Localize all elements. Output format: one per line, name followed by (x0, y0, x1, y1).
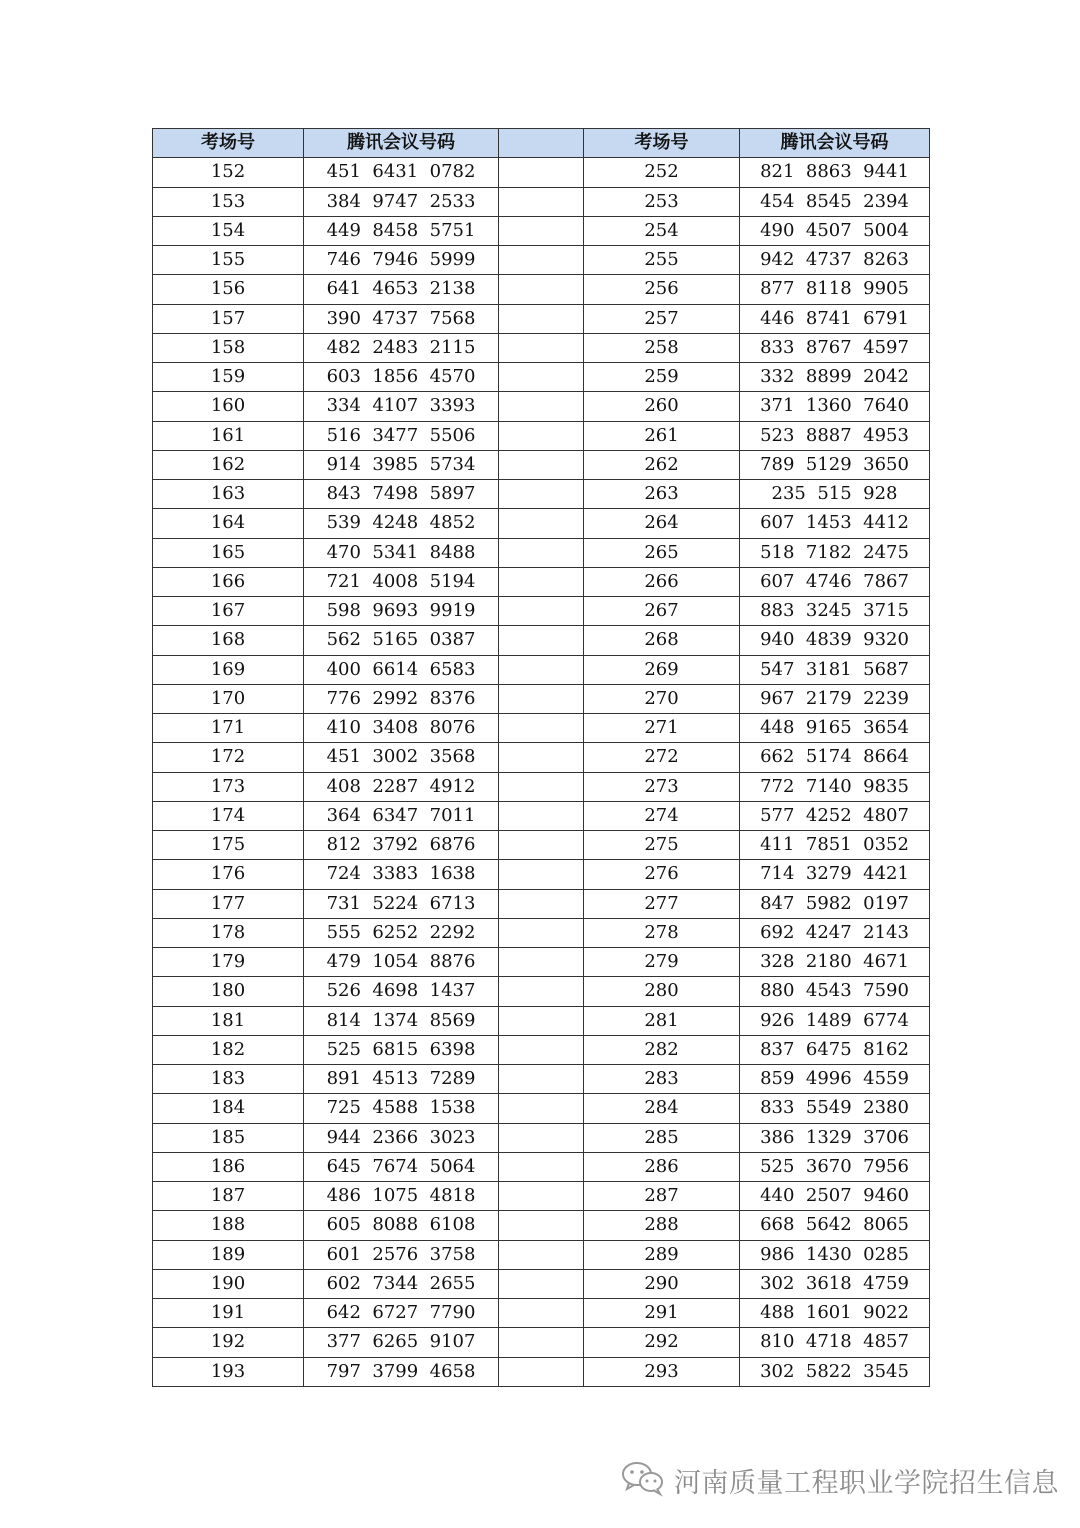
room-number-left: 159 (153, 363, 304, 392)
gap-cell (499, 421, 584, 450)
meeting-id-left: 384 9747 2533 (304, 187, 499, 216)
room-number-left: 162 (153, 450, 304, 479)
table-row (153, 333, 930, 362)
meeting-id-left: 364 6347 7011 (304, 801, 499, 830)
meeting-id-left: 377 6265 9107 (304, 1328, 499, 1357)
gap-cell (499, 450, 584, 479)
room-number-right: 284 (584, 1094, 740, 1123)
meeting-id-left: 539 4248 4852 (304, 509, 499, 538)
room-number-left: 190 (153, 1269, 304, 1298)
room-number-right: 273 (584, 772, 740, 801)
table-row (153, 392, 930, 421)
meeting-id-left: 605 8088 6108 (304, 1211, 499, 1240)
room-number-left: 193 (153, 1357, 304, 1386)
table-row (153, 1299, 930, 1328)
table-header-row (153, 129, 930, 158)
meeting-id-right: 332 8899 2042 (740, 363, 930, 392)
room-number-left: 169 (153, 655, 304, 684)
gap-cell (499, 889, 584, 918)
meeting-id-right: 328 2180 4671 (740, 948, 930, 977)
room-number-right: 255 (584, 246, 740, 275)
account-watermark (620, 1458, 1059, 1502)
meeting-id-left: 334 4107 3393 (304, 392, 499, 421)
gap-cell (499, 158, 584, 187)
gap-cell (499, 801, 584, 830)
meeting-id-left: 797 3799 4658 (304, 1357, 499, 1386)
table-row (153, 772, 930, 801)
gap-cell (499, 626, 584, 655)
gap-cell (499, 1328, 584, 1357)
meeting-id-right: 662 5174 8664 (740, 743, 930, 772)
table-row (153, 304, 930, 333)
table-row (153, 1152, 930, 1181)
room-number-right: 262 (584, 450, 740, 479)
meeting-id-left: 814 1374 8569 (304, 1006, 499, 1035)
meeting-id-right: 518 7182 2475 (740, 538, 930, 567)
meeting-id-left: 891 4513 7289 (304, 1065, 499, 1094)
room-number-right: 283 (584, 1065, 740, 1094)
table-row (153, 509, 930, 538)
meeting-id-right: 877 8118 9905 (740, 275, 930, 304)
meeting-id-right: 880 4543 7590 (740, 977, 930, 1006)
room-number-right: 253 (584, 187, 740, 216)
room-number-left: 178 (153, 918, 304, 947)
meeting-id-right: 837 6475 8162 (740, 1035, 930, 1064)
gap-cell (499, 1269, 584, 1298)
meeting-id-left: 408 2287 4912 (304, 772, 499, 801)
room-number-left: 163 (153, 480, 304, 509)
room-number-left: 173 (153, 772, 304, 801)
gap-cell (499, 1240, 584, 1269)
meeting-id-right: 692 4247 2143 (740, 918, 930, 947)
meeting-id-right: 411 7851 0352 (740, 831, 930, 860)
table-row (153, 567, 930, 596)
table-row (153, 831, 930, 860)
meeting-id-right: 490 4507 5004 (740, 216, 930, 245)
meeting-id-right: 833 8767 4597 (740, 333, 930, 362)
room-number-left: 170 (153, 684, 304, 713)
gap-cell (499, 187, 584, 216)
room-number-left: 158 (153, 333, 304, 362)
table-row (153, 275, 930, 304)
room-number-right: 287 (584, 1182, 740, 1211)
gap-cell (499, 1299, 584, 1328)
table-row (153, 948, 930, 977)
table-row (153, 918, 930, 947)
meeting-id-right: 371 1360 7640 (740, 392, 930, 421)
room-number-right: 261 (584, 421, 740, 450)
gap-cell (499, 918, 584, 947)
gap-cell (499, 1123, 584, 1152)
meeting-id-left: 451 6431 0782 (304, 158, 499, 187)
room-number-left: 175 (153, 831, 304, 860)
room-number-left: 176 (153, 860, 304, 889)
meeting-id-left: 641 4653 2138 (304, 275, 499, 304)
header-meeting-id-left: 腾讯会议号码 (304, 129, 499, 158)
gap-cell (499, 714, 584, 743)
room-number-right: 266 (584, 567, 740, 596)
exam-room-table (152, 128, 930, 1387)
meeting-id-right: 440 2507 9460 (740, 1182, 930, 1211)
gap-cell (499, 1211, 584, 1240)
room-number-left: 153 (153, 187, 304, 216)
table-row (153, 1094, 930, 1123)
table-row (153, 246, 930, 275)
header-room-number-right: 考场号 (584, 129, 740, 158)
meeting-id-right: 714 3279 4421 (740, 860, 930, 889)
meeting-id-right: 302 5822 3545 (740, 1357, 930, 1386)
meeting-id-left: 526 4698 1437 (304, 977, 499, 1006)
room-number-right: 274 (584, 801, 740, 830)
room-number-left: 155 (153, 246, 304, 275)
meeting-id-left: 482 2483 2115 (304, 333, 499, 362)
room-number-left: 171 (153, 714, 304, 743)
room-number-right: 279 (584, 948, 740, 977)
table-row (153, 216, 930, 245)
table-row (153, 1240, 930, 1269)
meeting-id-left: 602 7344 2655 (304, 1269, 499, 1298)
room-number-left: 174 (153, 801, 304, 830)
meeting-id-right: 448 9165 3654 (740, 714, 930, 743)
room-number-right: 277 (584, 889, 740, 918)
meeting-id-left: 410 3408 8076 (304, 714, 499, 743)
room-number-left: 186 (153, 1152, 304, 1181)
table-row (153, 1123, 930, 1152)
meeting-id-left: 776 2992 8376 (304, 684, 499, 713)
room-number-right: 256 (584, 275, 740, 304)
table-row (153, 860, 930, 889)
gap-cell (499, 1152, 584, 1181)
table-body (153, 158, 930, 1387)
gap-cell (499, 1035, 584, 1064)
room-number-left: 156 (153, 275, 304, 304)
meeting-id-left: 914 3985 5734 (304, 450, 499, 479)
room-number-left: 184 (153, 1094, 304, 1123)
header-meeting-id-right: 腾讯会议号码 (740, 129, 930, 158)
room-number-right: 267 (584, 597, 740, 626)
room-number-right: 254 (584, 216, 740, 245)
table-row (153, 743, 930, 772)
meeting-id-right: 942 4737 8263 (740, 246, 930, 275)
meeting-id-left: 721 4008 5194 (304, 567, 499, 596)
meeting-id-left: 525 6815 6398 (304, 1035, 499, 1064)
room-number-right: 292 (584, 1328, 740, 1357)
gap-cell (499, 655, 584, 684)
gap-cell (499, 216, 584, 245)
table-row (153, 480, 930, 509)
meeting-id-right: 577 4252 4807 (740, 801, 930, 830)
room-number-right: 257 (584, 304, 740, 333)
room-number-right: 285 (584, 1123, 740, 1152)
meeting-id-left: 479 1054 8876 (304, 948, 499, 977)
gap-cell (499, 684, 584, 713)
room-number-left: 165 (153, 538, 304, 567)
room-number-left: 189 (153, 1240, 304, 1269)
table-row (153, 1006, 930, 1035)
table-row (153, 1357, 930, 1386)
room-number-right: 276 (584, 860, 740, 889)
header-room-number-left: 考场号 (153, 129, 304, 158)
gap-cell (499, 509, 584, 538)
gap-cell (499, 772, 584, 801)
meeting-id-right: 883 3245 3715 (740, 597, 930, 626)
room-number-left: 160 (153, 392, 304, 421)
meeting-id-right: 547 3181 5687 (740, 655, 930, 684)
gap-cell (499, 948, 584, 977)
meeting-id-left: 400 6614 6583 (304, 655, 499, 684)
meeting-id-left: 731 5224 6713 (304, 889, 499, 918)
room-number-left: 154 (153, 216, 304, 245)
gap-cell (499, 597, 584, 626)
meeting-id-left: 451 3002 3568 (304, 743, 499, 772)
room-number-left: 180 (153, 977, 304, 1006)
gap-cell (499, 363, 584, 392)
meeting-id-left: 562 5165 0387 (304, 626, 499, 655)
room-number-right: 278 (584, 918, 740, 947)
meeting-id-left: 516 3477 5506 (304, 421, 499, 450)
meeting-id-left: 843 7498 5897 (304, 480, 499, 509)
gap-cell (499, 743, 584, 772)
meeting-id-right: 668 5642 8065 (740, 1211, 930, 1240)
meeting-id-left: 486 1075 4818 (304, 1182, 499, 1211)
room-number-left: 185 (153, 1123, 304, 1152)
meeting-id-right: 386 1329 3706 (740, 1123, 930, 1152)
room-number-right: 258 (584, 333, 740, 362)
room-number-right: 282 (584, 1035, 740, 1064)
table-row (153, 1211, 930, 1240)
meeting-id-right: 235 515 928 (740, 480, 930, 509)
table-row (153, 801, 930, 830)
meeting-id-right: 859 4996 4559 (740, 1065, 930, 1094)
gap-cell (499, 1065, 584, 1094)
table-row (153, 363, 930, 392)
room-number-right: 281 (584, 1006, 740, 1035)
table-row (153, 1269, 930, 1298)
table-row (153, 889, 930, 918)
room-number-left: 188 (153, 1211, 304, 1240)
room-number-right: 259 (584, 363, 740, 392)
meeting-id-left: 601 2576 3758 (304, 1240, 499, 1269)
table-row (153, 1328, 930, 1357)
meeting-id-right: 821 8863 9441 (740, 158, 930, 187)
table-row (153, 977, 930, 1006)
table-row (153, 1182, 930, 1211)
room-number-right: 268 (584, 626, 740, 655)
meeting-id-right: 302 3618 4759 (740, 1269, 930, 1298)
table-row (153, 421, 930, 450)
table-row (153, 655, 930, 684)
meeting-id-right: 607 1453 4412 (740, 509, 930, 538)
room-number-right: 264 (584, 509, 740, 538)
room-number-left: 181 (153, 1006, 304, 1035)
gap-cell (499, 1094, 584, 1123)
room-number-right: 293 (584, 1357, 740, 1386)
meeting-id-right: 967 2179 2239 (740, 684, 930, 713)
room-number-right: 275 (584, 831, 740, 860)
header-gap (499, 129, 584, 158)
room-number-left: 157 (153, 304, 304, 333)
wechat-icon (620, 1459, 666, 1501)
table-row (153, 187, 930, 216)
room-number-right: 265 (584, 538, 740, 567)
meeting-id-right: 833 5549 2380 (740, 1094, 930, 1123)
room-number-left: 187 (153, 1182, 304, 1211)
room-number-left: 166 (153, 567, 304, 596)
gap-cell (499, 333, 584, 362)
table-row (153, 597, 930, 626)
room-number-left: 164 (153, 509, 304, 538)
room-number-left: 152 (153, 158, 304, 187)
room-number-right: 271 (584, 714, 740, 743)
gap-cell (499, 1357, 584, 1386)
watermark-text: 河南质量工程职业学院招生信息 (674, 1467, 1059, 1499)
meeting-id-left: 449 8458 5751 (304, 216, 499, 245)
room-number-right: 260 (584, 392, 740, 421)
meeting-id-left: 812 3792 6876 (304, 831, 499, 860)
meeting-id-left: 555 6252 2292 (304, 918, 499, 947)
meeting-id-left: 645 7674 5064 (304, 1152, 499, 1181)
room-number-right: 288 (584, 1211, 740, 1240)
room-number-left: 177 (153, 889, 304, 918)
table-row (153, 684, 930, 713)
room-number-left: 167 (153, 597, 304, 626)
room-number-left: 182 (153, 1035, 304, 1064)
room-number-left: 183 (153, 1065, 304, 1094)
room-number-left: 179 (153, 948, 304, 977)
meeting-id-right: 607 4746 7867 (740, 567, 930, 596)
meeting-id-right: 488 1601 9022 (740, 1299, 930, 1328)
room-number-right: 263 (584, 480, 740, 509)
gap-cell (499, 1182, 584, 1211)
gap-cell (499, 304, 584, 333)
room-number-right: 270 (584, 684, 740, 713)
meeting-id-left: 724 3383 1638 (304, 860, 499, 889)
meeting-id-left: 390 4737 7568 (304, 304, 499, 333)
meeting-id-right: 454 8545 2394 (740, 187, 930, 216)
table-row (153, 450, 930, 479)
gap-cell (499, 538, 584, 567)
table-row (153, 626, 930, 655)
meeting-id-left: 603 1856 4570 (304, 363, 499, 392)
gap-cell (499, 1006, 584, 1035)
meeting-id-right: 810 4718 4857 (740, 1328, 930, 1357)
room-number-right: 286 (584, 1152, 740, 1181)
meeting-id-left: 944 2366 3023 (304, 1123, 499, 1152)
gap-cell (499, 275, 584, 304)
table-row (153, 714, 930, 743)
room-number-right: 272 (584, 743, 740, 772)
meeting-id-right: 940 4839 9320 (740, 626, 930, 655)
table-row (153, 538, 930, 567)
room-number-right: 290 (584, 1269, 740, 1298)
table-row (153, 158, 930, 187)
meeting-id-right: 525 3670 7956 (740, 1152, 930, 1181)
gap-cell (499, 977, 584, 1006)
gap-cell (499, 831, 584, 860)
meeting-id-left: 642 6727 7790 (304, 1299, 499, 1328)
meeting-id-right: 847 5982 0197 (740, 889, 930, 918)
meeting-id-right: 926 1489 6774 (740, 1006, 930, 1035)
table-row (153, 1035, 930, 1064)
room-number-right: 289 (584, 1240, 740, 1269)
room-number-right: 280 (584, 977, 740, 1006)
gap-cell (499, 392, 584, 421)
meeting-id-right: 446 8741 6791 (740, 304, 930, 333)
meeting-id-right: 772 7140 9835 (740, 772, 930, 801)
meeting-id-left: 598 9693 9919 (304, 597, 499, 626)
table-row (153, 1065, 930, 1094)
meeting-id-left: 725 4588 1538 (304, 1094, 499, 1123)
room-number-left: 192 (153, 1328, 304, 1357)
room-number-right: 269 (584, 655, 740, 684)
room-number-left: 168 (153, 626, 304, 655)
gap-cell (499, 567, 584, 596)
gap-cell (499, 480, 584, 509)
meeting-id-right: 789 5129 3650 (740, 450, 930, 479)
room-number-left: 191 (153, 1299, 304, 1328)
meeting-id-left: 470 5341 8488 (304, 538, 499, 567)
room-number-right: 291 (584, 1299, 740, 1328)
meeting-id-right: 986 1430 0285 (740, 1240, 930, 1269)
meeting-id-right: 523 8887 4953 (740, 421, 930, 450)
meeting-id-left: 746 7946 5999 (304, 246, 499, 275)
gap-cell (499, 860, 584, 889)
room-number-left: 172 (153, 743, 304, 772)
gap-cell (499, 246, 584, 275)
room-number-right: 252 (584, 158, 740, 187)
room-number-left: 161 (153, 421, 304, 450)
